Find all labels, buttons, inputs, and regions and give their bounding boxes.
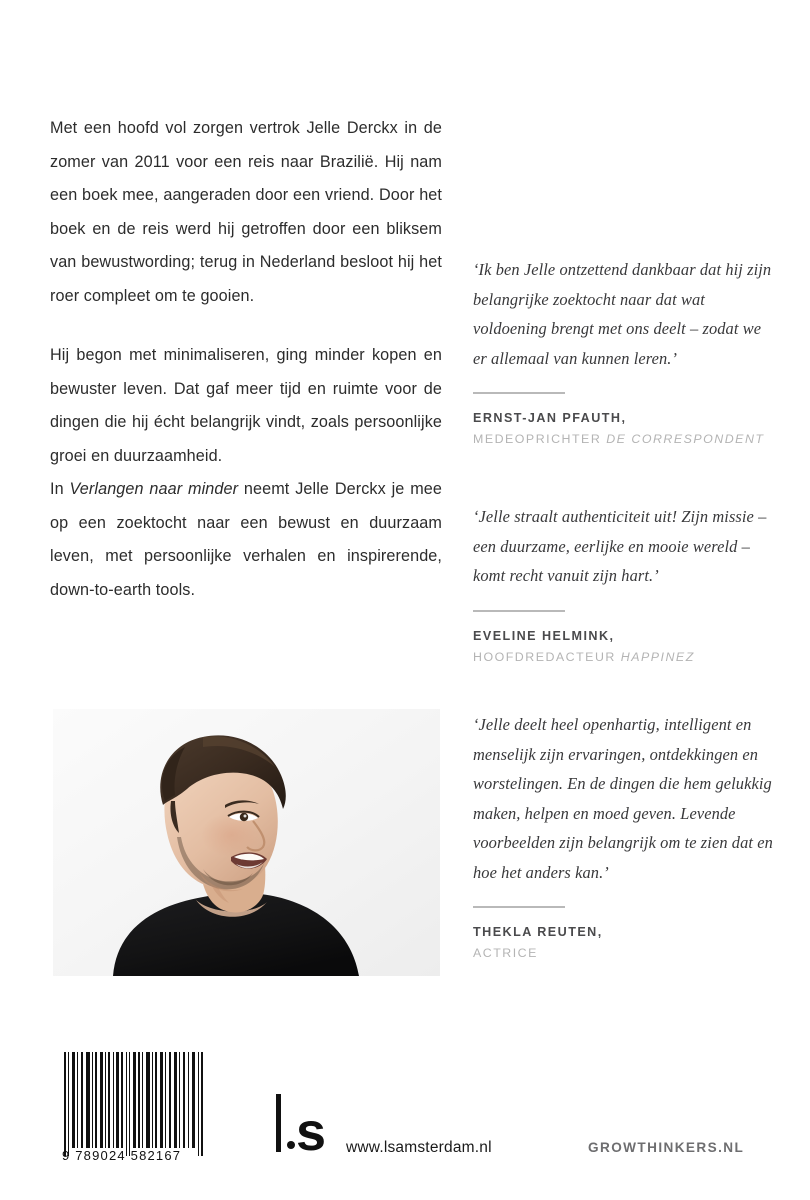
testimonial-2-role-prefix: HOOFDREDACTEUR <box>473 649 621 664</box>
isbn-barcode-bars <box>62 1052 210 1156</box>
testimonial-2-quote: ‘Jelle straalt authenticiteit uit! Zijn missie – een duurzame, eerlijke en mooie wereld – komt recht vanuit zijn hart.’ <box>473 507 767 585</box>
testimonial-3-role-prefix: ACTRICE <box>473 946 538 960</box>
blurb-paragraph-2-part-1: Hij begon met minimaliseren, ging minder kopen en bewuster leven. Dat gaf meer tijd en ruimte voor de dingen die hij écht belangrijk vindt, zoals persoonlijke groei en duurzaamheid. <box>50 346 442 465</box>
testimonial-1-role <box>473 432 773 446</box>
testimonial-1-role-prefix: MEDEOPRICHTER <box>473 432 607 446</box>
blurb-column <box>50 112 442 607</box>
testimonial-3-divider <box>473 906 565 908</box>
isbn-barcode <box>62 1052 210 1162</box>
partner-website[interactable]: GROWTHINKERS.NL <box>588 1140 745 1155</box>
testimonial-3 <box>473 710 773 960</box>
publisher-website[interactable]: www.lsamsterdam.nl <box>346 1139 492 1156</box>
testimonial-1-divider <box>473 392 565 394</box>
testimonial-2-divider <box>473 610 565 612</box>
blurb-paragraph-2 <box>50 339 442 607</box>
publisher-logo-ls <box>272 1094 342 1166</box>
testimonial-3-name: THEKLA REUTEN, <box>473 925 603 939</box>
testimonial-1 <box>473 255 773 446</box>
testimonial-2 <box>473 502 773 664</box>
author-photo <box>53 709 440 976</box>
logo-vertical-bar-icon <box>276 1094 281 1152</box>
book-title-italic: Verlangen naar minder <box>69 480 239 498</box>
testimonial-2-name: EVELINE HELMINK, <box>473 628 615 643</box>
testimonial-1-quote: ‘Ik ben Jelle ontzettend dankbaar dat hij zijn belangrijke zoektocht naar dat wat voldoening brengt met ons deelt – zodat we er allemaal van kunnen leren.’ <box>473 260 772 368</box>
testimonial-2-role-publication: HAPPINEZ <box>620 649 695 664</box>
testimonial-3-role <box>473 946 773 960</box>
testimonial-1-role-publication: DE CORRESPONDENT <box>606 432 765 446</box>
blurb-paragraph-1: Met een hoofd vol zorgen vertrok Jelle Derckx in de zomer van 2011 voor een reis naar Brazilië. Hij nam een boek mee, aangeraden door een vriend. Door het boek en de reis werd hij getroffen door een bliksem van bewustwording; terug in Nederland besloot hij het roer compleet om te gooien. <box>50 119 442 305</box>
blurb-paragraph-2-rest: neemt Jelle Derckx je mee op een zoektocht naar een bewust en duurzaam leven, met persoonlijke verhalen en inspirerende, down-to-earth tools. <box>50 480 442 599</box>
testimonial-2-role <box>473 650 773 664</box>
isbn-barcode-digits: 9 789024 582167 <box>62 1148 182 1163</box>
logo-dot-icon <box>287 1141 295 1149</box>
testimonial-1-name: ERNST-JAN PFAUTH, <box>473 411 627 425</box>
author-photo-illustration <box>53 709 440 976</box>
testimonial-3-quote: ‘Jelle deelt heel openhartig, intelligent en menselijk zijn ervaringen, ontdekkingen en worstelingen. En de dingen die hem gelukkig maken, helpen en moed geven. Levende voorbeelden zijn belangrijk om te zien dat en hoe het anders kan.’ <box>473 715 773 882</box>
logo-letter-s: s <box>296 1102 327 1162</box>
blurb-paragraph-2-lead: In <box>50 480 70 498</box>
